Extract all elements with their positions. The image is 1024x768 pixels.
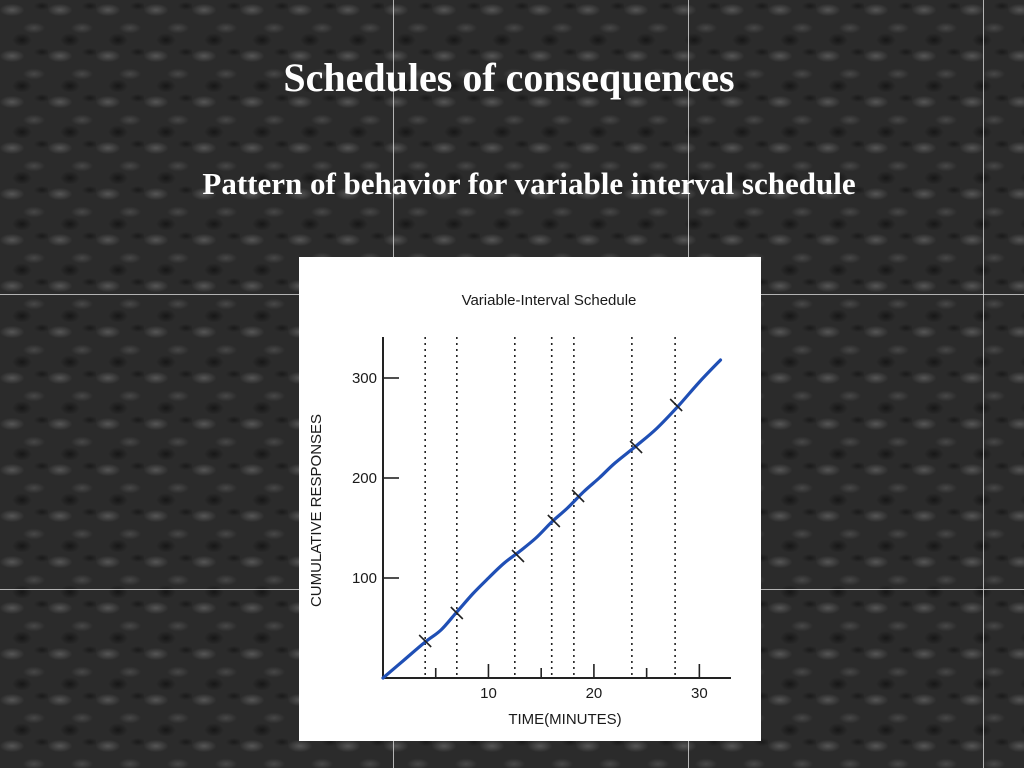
y-tick-label: 100 [351,570,377,587]
x-ticks [436,664,708,702]
y-axis-title: CUMULATIVE RESPONSES [308,413,325,608]
chart-figure [299,257,761,741]
x-tick-label: 20 [585,685,603,702]
x-axis-title: TIME(MINUTES) [508,711,622,728]
y-tick-label: 200 [351,470,377,487]
variable-interval-chart [299,257,761,741]
slide-subtitle: Pattern of behavior for variable interval schedule [202,166,856,201]
chart-title: Variable-Interval Schedule [461,292,637,309]
x-tick-label: 30 [691,685,708,702]
x-tick-label: 10 [480,685,497,702]
y-ticks [352,370,399,587]
slide-grid-line [983,0,984,768]
interval-lines [425,337,675,678]
slide-title: Schedules of consequences [283,55,735,100]
y-tick-label: 300 [351,370,377,387]
